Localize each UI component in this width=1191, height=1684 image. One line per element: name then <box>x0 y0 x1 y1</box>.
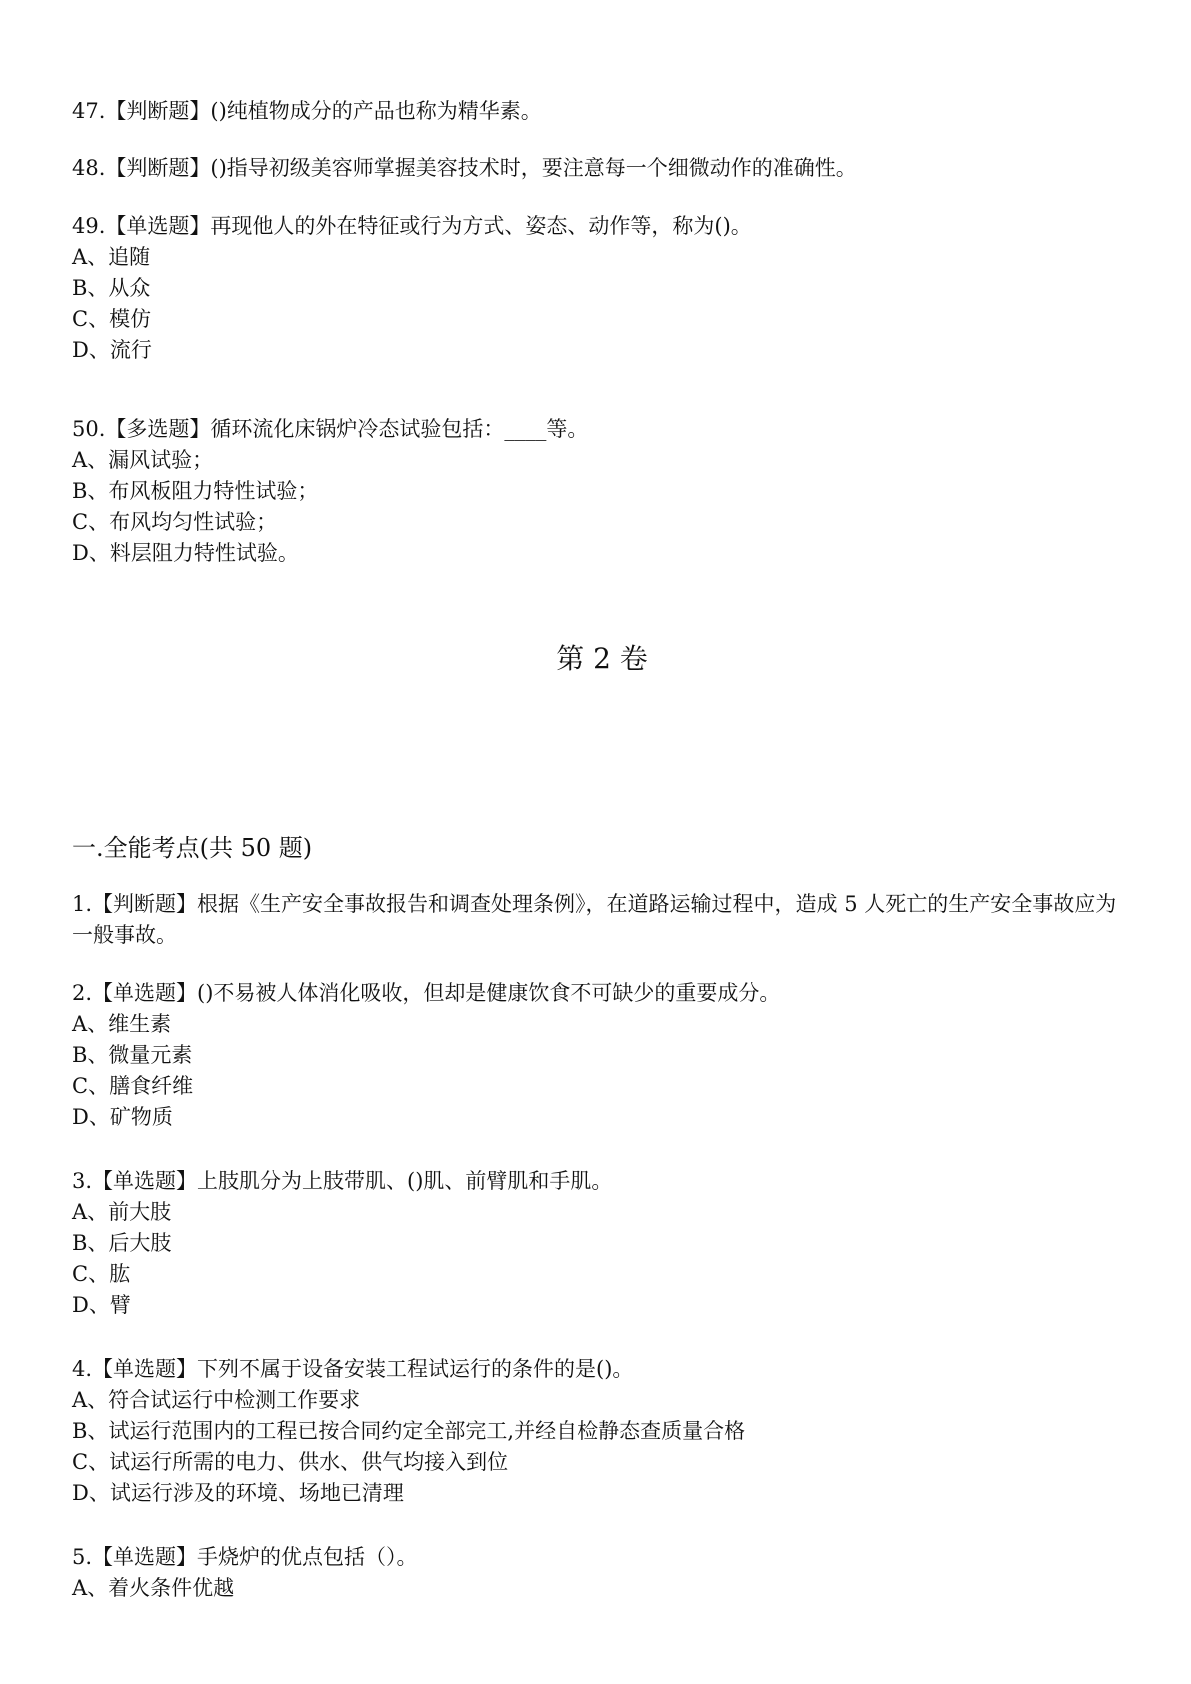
option-d: D、臂 <box>72 1293 131 1317</box>
option-a: A、前大肢 <box>72 1200 172 1224</box>
question-text: 48.【判断题】()指导初级美容师掌握美容技术时，要注意每一个细微动作的准确性。 <box>72 156 857 180</box>
option-b: B、后大肢 <box>72 1231 172 1255</box>
question-3 <box>72 1166 1132 1321</box>
option-c: C、布风均匀性试验； <box>72 510 278 534</box>
volume-title: 第 2 卷 <box>556 642 648 675</box>
option-d: D、料层阻力特性试验。 <box>72 541 299 565</box>
option-a: A、维生素 <box>72 1012 172 1036</box>
option-a: A、着火条件优越 <box>72 1576 235 1600</box>
question-text: 3.【单选题】上肢肌分为上肢带肌、()肌、前臂肌和手肌。 <box>72 1169 613 1193</box>
option-c: C、模仿 <box>72 307 152 331</box>
question-1 <box>72 889 1132 951</box>
option-c: C、试运行所需的电力、供水、供气均接入到位 <box>72 1450 509 1474</box>
question-text: 1.【判断题】根据《生产安全事故报告和调查处理条例》，在道路运输过程中，造成 5 人死亡的生产安全事故应为一般事故。 <box>72 892 1117 947</box>
question-49 <box>72 211 1132 366</box>
option-c: C、肱 <box>72 1262 131 1286</box>
option-b: B、试运行范围内的工程已按合同约定全部完工,并经自检静态查质量合格 <box>72 1419 746 1443</box>
question-50 <box>72 414 1132 569</box>
option-b: B、布风板阻力特性试验； <box>72 479 319 503</box>
option-d: D、流行 <box>72 338 152 362</box>
option-a: A、符合试运行中检测工作要求 <box>72 1388 361 1412</box>
question-text: 47.【判断题】()纯植物成分的产品也称为精华素。 <box>72 99 542 123</box>
question-5 <box>72 1542 1132 1604</box>
option-d: D、矿物质 <box>72 1105 173 1129</box>
option-c: C、膳食纤维 <box>72 1074 194 1098</box>
question-48 <box>72 153 1132 184</box>
option-a: A、漏风试验； <box>72 448 214 472</box>
section-title: 一.全能考点(共 50 题) <box>72 834 313 862</box>
option-b: B、从众 <box>72 276 151 300</box>
question-2 <box>72 978 1132 1133</box>
question-text: 2.【单选题】()不易被人体消化吸收，但却是健康饮食不可缺少的重要成分。 <box>72 981 781 1005</box>
option-d: D、试运行涉及的环境、场地已清理 <box>72 1481 404 1505</box>
question-text: 4.【单选题】下列不属于设备安装工程试运行的条件的是()。 <box>72 1357 634 1381</box>
option-a: A、追随 <box>72 245 151 269</box>
question-text: 49.【单选题】再现他人的外在特征或行为方式、姿态、动作等，称为()。 <box>72 214 752 238</box>
question-text: 50.【多选题】循环流化床锅炉冷态试验包括：____等。 <box>72 417 589 441</box>
question-47 <box>72 96 1132 127</box>
option-b: B、微量元素 <box>72 1043 193 1067</box>
question-4 <box>72 1354 1132 1509</box>
question-text: 5.【单选题】手烧炉的优点包括（）。 <box>72 1545 418 1569</box>
